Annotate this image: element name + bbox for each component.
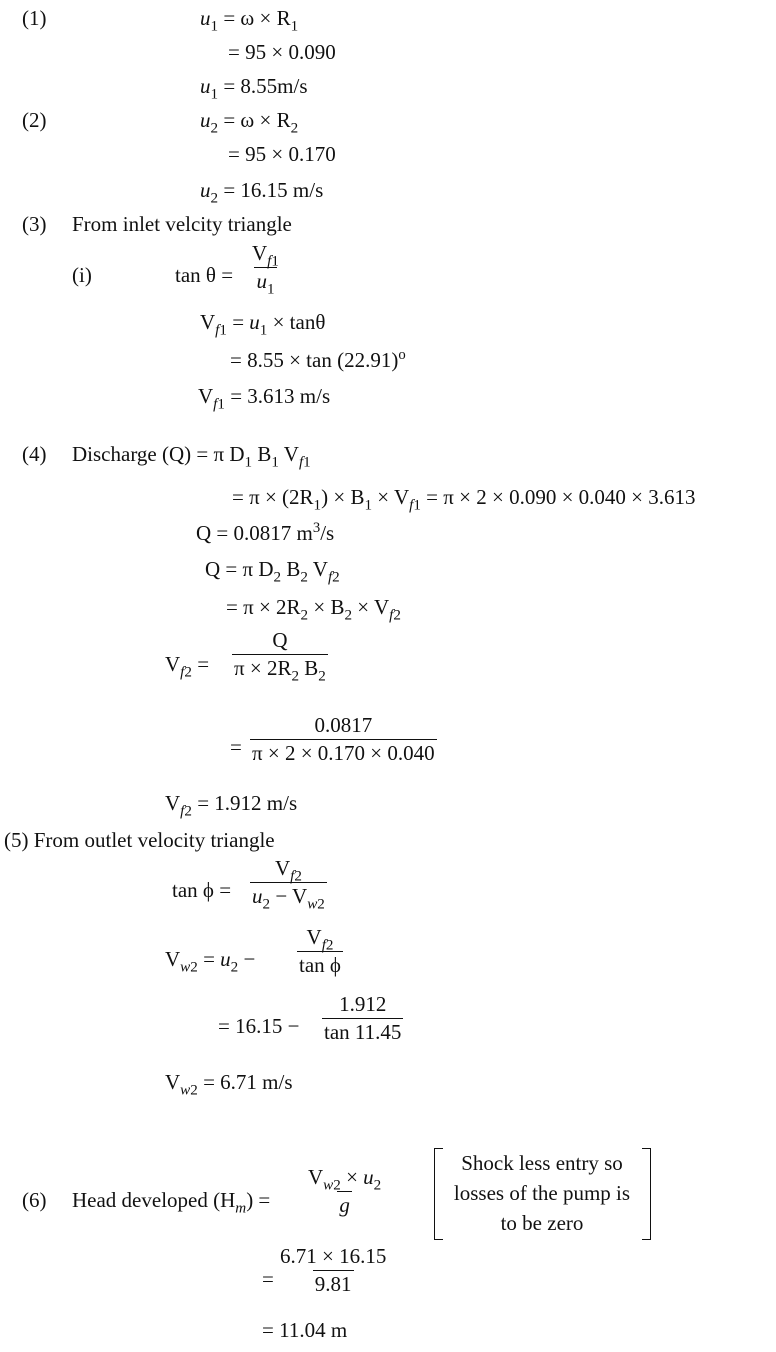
head-numeric-fraction: $\frac{6.71 \times 16.15}{9.81}$ [280, 1244, 387, 1296]
note-line-3: to be zero [500, 1211, 584, 1235]
vf2-unit: m/s [266, 791, 298, 815]
q-numerator: 0.0817 [314, 713, 373, 737]
equation-vf1-result: $V_{f1} = 3.613$ m/s [198, 384, 331, 413]
discharge-outlet-formula: Q = π $D_2$ $B_2$ $V_{f2}$ [205, 557, 340, 586]
vf2-numeric-fraction: $\frac{0.0817}{\pi \times 2 \times 0.170 \times 0.040}$ [252, 713, 435, 765]
vf1-result: 3.613 m/s [247, 384, 331, 408]
u2-number: 16.15 [235, 1014, 283, 1038]
vw2-number: 6.71 [280, 1244, 317, 1268]
vw2-numeric-fraction: $\frac{1.912}{\tan 11.45}$ [324, 992, 402, 1044]
discharge-equation: Discharge (Q) = π $D_1$ $B_1$ $V_{f1}$ [72, 442, 311, 471]
b2-value: 0.040 [387, 741, 435, 765]
equation-u2-result: $u_2 = 16.15$ m/s [200, 178, 324, 207]
head-label: Head developed $(H_m)$ = [72, 1188, 271, 1217]
step-5-heading [4, 830, 275, 851]
inlet-heading: From inlet velcity triangle [72, 212, 292, 236]
vf2-label: $V_{f2}$ = [165, 652, 210, 681]
r1-value: 0.090 [288, 40, 336, 64]
step-number-5: (5) [4, 828, 29, 852]
vf2-formula-fraction: $\frac{Q}{\pi \times 2R_2 B_2}$ [234, 628, 326, 685]
tan-phi-fraction: $\frac{V_{f2}}{u_2 - V_{w2}}$ [252, 856, 325, 913]
vf2-result: $V_{f2} = 1.912$ m/s [165, 791, 298, 820]
step-number-6: (6) [22, 1188, 47, 1212]
b1-value: 0.040 [578, 485, 626, 509]
omega-value-2: 95 [245, 142, 267, 166]
vw2-substitution: = 16.15 − [218, 1014, 300, 1038]
g-value: 9.81 [314, 1272, 352, 1296]
discharge-outlet-expanded: = $\pi \times 2R_2 \times B_2 \times V_{f2}$ [226, 595, 401, 624]
vf1-number: 3.613 [648, 485, 696, 509]
equation-u2-definition: $u_2 = \omega \times R_2$ [200, 108, 299, 137]
q-unit: m [296, 521, 313, 545]
note-right-bracket [642, 1148, 651, 1240]
discharge-result: Q = 0.0817 $m^3/s$ [196, 519, 335, 545]
equation-u2-substitution: = 95 × 0.170 [228, 142, 336, 166]
step-number-2: (2) [22, 108, 47, 132]
u1-number: 8.55 [247, 348, 284, 372]
equation-u1-definition: $u_1 = \omega \times R_1$ [200, 6, 299, 35]
vw2-formula-fraction: $\frac{V_{f2}}{\text{tan ϕ}}$ [299, 925, 341, 977]
step-number-4: (4) [22, 442, 47, 466]
head-result: = 11.04 m [262, 1318, 348, 1342]
q-value: 0.0817 [233, 521, 292, 545]
vf2-number: 1.912 [339, 992, 387, 1016]
head-formula-fraction: $\frac{V_{w2} \times u_2}{g}$ [308, 1165, 382, 1217]
step-number-3: (3) [22, 212, 47, 236]
note-line-1: Shock less entry so [461, 1151, 623, 1175]
u1-result: 8.55m/s [240, 74, 308, 98]
vw2-value: 6.71 m/s [220, 1070, 293, 1094]
phi-value: 11.45 [354, 1020, 402, 1044]
vw2-result: $V_{w2} = 6.71$ m/s [165, 1070, 293, 1099]
vw2-label: $V_{w2} = u_2$ − [165, 947, 256, 976]
omega-value: 95 [245, 40, 267, 64]
step-number-1: (1) [22, 6, 47, 30]
equation-u1-substitution: = 95 × 0.090 [228, 40, 336, 64]
hm-value: 11.04 m [279, 1318, 348, 1342]
vf2-equals-sign: = [230, 735, 242, 759]
equation-u1-result: $u_1 = 8.55m/s$ [200, 74, 308, 103]
discharge-substitution: = $\pi \times (2R_1) \times B_1 \times V_{f1} = \pi \times 2 \times 0.090 \times 0.040 \times 3.613$ [232, 485, 696, 514]
theta-value: 22.91 [344, 348, 392, 372]
shockless-note [442, 1148, 642, 1238]
tan-phi-label: tan ϕ = [172, 878, 232, 902]
step-number-3i: (i) [72, 263, 92, 287]
equation-vf1-substitution: = $8.55 \times \tan (22.91)^o$ [230, 346, 406, 372]
outlet-heading: From outlet velocity triangle [33, 828, 275, 852]
u2-number-2: 16.15 [339, 1244, 387, 1268]
note-line-2: losses of the pump is [453, 1181, 631, 1205]
r2-value: 0.170 [288, 142, 336, 166]
tan-theta-label: tan θ = [175, 263, 234, 287]
r2-value-2: 0.170 [317, 741, 366, 765]
u2-result: 16.15 m/s [240, 178, 324, 202]
head-equals-sign: = [262, 1267, 274, 1291]
r1-value-2: 0.090 [509, 485, 557, 509]
equation-vf1-definition: $V_{f1} = u_1 \times \tan\theta$ [200, 310, 326, 339]
vf2-value: 1.912 [214, 791, 262, 815]
tan-theta-fraction: $\frac{V_{f1}}{u_1}$ [252, 241, 279, 298]
discharge-label: Discharge (Q) = [72, 442, 209, 466]
